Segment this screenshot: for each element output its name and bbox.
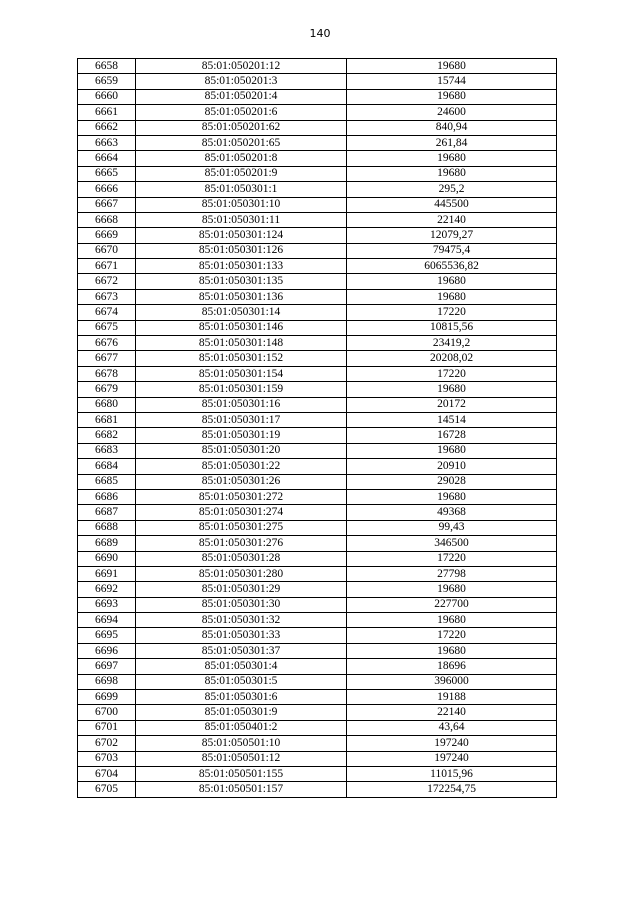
cadastral-number-cell: 85:01:050301:135	[136, 274, 347, 289]
table-body	[78, 59, 557, 798]
value-cell: 19680	[347, 443, 557, 458]
table-row	[78, 336, 557, 351]
row-number-cell: 6666	[78, 182, 136, 197]
cadastral-number-cell: 85:01:050301:16	[136, 397, 347, 412]
row-number-cell: 6685	[78, 474, 136, 489]
cadastral-number-cell: 85:01:050301:10	[136, 197, 347, 212]
table-row	[78, 566, 557, 581]
table-row	[78, 674, 557, 689]
value-cell: 6065536,82	[347, 259, 557, 274]
value-cell: 19680	[347, 59, 557, 74]
value-cell: 19680	[347, 274, 557, 289]
table-row	[78, 366, 557, 381]
row-number-cell: 6658	[78, 59, 136, 74]
row-number-cell: 6704	[78, 766, 136, 781]
table-row	[78, 597, 557, 612]
cadastral-number-cell: 85:01:050301:11	[136, 212, 347, 227]
row-number-cell: 6698	[78, 674, 136, 689]
table-row	[78, 428, 557, 443]
table-row	[78, 259, 557, 274]
cadastral-number-cell: 85:01:050301:275	[136, 520, 347, 535]
table-row	[78, 520, 557, 535]
row-number-cell: 6702	[78, 736, 136, 751]
cadastral-number-cell: 85:01:050301:26	[136, 474, 347, 489]
row-number-cell: 6700	[78, 705, 136, 720]
value-cell: 19680	[347, 643, 557, 658]
cadastral-number-cell: 85:01:050201:4	[136, 89, 347, 104]
table-row	[78, 474, 557, 489]
row-number-cell: 6690	[78, 551, 136, 566]
cadastral-number-cell: 85:01:050301:276	[136, 536, 347, 551]
table-row	[78, 243, 557, 258]
cadastral-number-cell: 85:01:050301:274	[136, 505, 347, 520]
cadastral-number-cell: 85:01:050301:32	[136, 613, 347, 628]
value-cell: 19680	[347, 613, 557, 628]
cadastral-number-cell: 85:01:050501:157	[136, 782, 347, 797]
value-cell: 17220	[347, 366, 557, 381]
row-number-cell: 6696	[78, 643, 136, 658]
table-row	[78, 151, 557, 166]
row-number-cell: 6679	[78, 382, 136, 397]
row-number-cell: 6691	[78, 566, 136, 581]
table-row	[78, 320, 557, 335]
table-row	[78, 720, 557, 735]
table-row	[78, 443, 557, 458]
row-number-cell: 6669	[78, 228, 136, 243]
table-row	[78, 766, 557, 781]
cadastral-number-cell: 85:01:050301:37	[136, 643, 347, 658]
value-cell: 22140	[347, 212, 557, 227]
table-row	[78, 551, 557, 566]
value-cell: 197240	[347, 736, 557, 751]
row-number-cell: 6682	[78, 428, 136, 443]
cadastral-number-cell: 85:01:050301:152	[136, 351, 347, 366]
cadastral-number-cell: 85:01:050301:1	[136, 182, 347, 197]
table-row	[78, 59, 557, 74]
cadastral-number-cell: 85:01:050301:22	[136, 459, 347, 474]
value-cell: 227700	[347, 597, 557, 612]
cadastral-number-cell: 85:01:050301:33	[136, 628, 347, 643]
row-number-cell: 6661	[78, 105, 136, 120]
cadastral-number-cell: 85:01:050501:10	[136, 736, 347, 751]
table-row	[78, 274, 557, 289]
row-number-cell: 6660	[78, 89, 136, 104]
row-number-cell: 6692	[78, 582, 136, 597]
row-number-cell: 6705	[78, 782, 136, 797]
cadastral-number-cell: 85:01:050301:124	[136, 228, 347, 243]
row-number-cell: 6678	[78, 366, 136, 381]
value-cell: 295,2	[347, 182, 557, 197]
value-cell: 396000	[347, 674, 557, 689]
value-cell: 346500	[347, 536, 557, 551]
table-row	[78, 628, 557, 643]
cadastral-number-cell: 85:01:050301:6	[136, 690, 347, 705]
cadastral-number-cell: 85:01:050301:5	[136, 674, 347, 689]
value-cell: 19680	[347, 582, 557, 597]
table-row	[78, 351, 557, 366]
table-row	[78, 705, 557, 720]
value-cell: 99,43	[347, 520, 557, 535]
value-cell: 27798	[347, 566, 557, 581]
row-number-cell: 6680	[78, 397, 136, 412]
row-number-cell: 6695	[78, 628, 136, 643]
row-number-cell: 6694	[78, 613, 136, 628]
cadastral-number-cell: 85:01:050201:65	[136, 135, 347, 150]
cadastral-number-cell: 85:01:050201:6	[136, 105, 347, 120]
value-cell: 840,94	[347, 120, 557, 135]
value-cell: 43,64	[347, 720, 557, 735]
table-row	[78, 782, 557, 797]
value-cell: 14514	[347, 412, 557, 427]
cadastral-number-cell: 85:01:050401:2	[136, 720, 347, 735]
table-row	[78, 228, 557, 243]
table-row	[78, 690, 557, 705]
table-row	[78, 736, 557, 751]
cadastral-number-cell: 85:01:050301:28	[136, 551, 347, 566]
table-row	[78, 412, 557, 427]
value-cell: 23419,2	[347, 336, 557, 351]
row-number-cell: 6684	[78, 459, 136, 474]
table-row	[78, 289, 557, 304]
value-cell: 445500	[347, 197, 557, 212]
cadastral-number-cell: 85:01:050301:272	[136, 489, 347, 504]
row-number-cell: 6674	[78, 305, 136, 320]
row-number-cell: 6675	[78, 320, 136, 335]
cadastral-number-cell: 85:01:050301:19	[136, 428, 347, 443]
cadastral-number-cell: 85:01:050201:3	[136, 74, 347, 89]
row-number-cell: 6671	[78, 259, 136, 274]
value-cell: 10815,56	[347, 320, 557, 335]
cadastral-number-cell: 85:01:050201:8	[136, 151, 347, 166]
table-row	[78, 397, 557, 412]
row-number-cell: 6683	[78, 443, 136, 458]
table-row	[78, 135, 557, 150]
row-number-cell: 6693	[78, 597, 136, 612]
row-number-cell: 6662	[78, 120, 136, 135]
row-number-cell: 6697	[78, 659, 136, 674]
value-cell: 172254,75	[347, 782, 557, 797]
value-cell: 17220	[347, 551, 557, 566]
page-number: 140	[309, 27, 331, 40]
cadastral-number-cell: 85:01:050501:12	[136, 751, 347, 766]
row-number-cell: 6703	[78, 751, 136, 766]
cadastral-number-cell: 85:01:050301:146	[136, 320, 347, 335]
cadastral-number-cell: 85:01:050301:280	[136, 566, 347, 581]
cadastral-number-cell: 85:01:050301:133	[136, 259, 347, 274]
value-cell: 16728	[347, 428, 557, 443]
value-cell: 19680	[347, 166, 557, 181]
cadastral-number-cell: 85:01:050501:155	[136, 766, 347, 781]
cadastral-number-cell: 85:01:050201:62	[136, 120, 347, 135]
table-row	[78, 536, 557, 551]
table-row	[78, 643, 557, 658]
row-number-cell: 6665	[78, 166, 136, 181]
cadastral-number-cell: 85:01:050301:20	[136, 443, 347, 458]
table-row	[78, 489, 557, 504]
table-row	[78, 382, 557, 397]
table-row	[78, 613, 557, 628]
table-row	[78, 105, 557, 120]
value-cell: 29028	[347, 474, 557, 489]
value-cell: 12079,27	[347, 228, 557, 243]
cadastral-number-cell: 85:01:050301:126	[136, 243, 347, 258]
table-row	[78, 74, 557, 89]
cadastral-number-cell: 85:01:050301:136	[136, 289, 347, 304]
table-row	[78, 89, 557, 104]
table-row	[78, 182, 557, 197]
table-row	[78, 751, 557, 766]
row-number-cell: 6689	[78, 536, 136, 551]
value-cell: 49368	[347, 505, 557, 520]
table-row	[78, 659, 557, 674]
row-number-cell: 6670	[78, 243, 136, 258]
row-number-cell: 6667	[78, 197, 136, 212]
value-cell: 19680	[347, 382, 557, 397]
cadastral-number-cell: 85:01:050201:9	[136, 166, 347, 181]
cadastral-number-cell: 85:01:050301:9	[136, 705, 347, 720]
value-cell: 20910	[347, 459, 557, 474]
value-cell: 15744	[347, 74, 557, 89]
value-cell: 19680	[347, 151, 557, 166]
table-row	[78, 582, 557, 597]
row-number-cell: 6681	[78, 412, 136, 427]
table-row	[78, 459, 557, 474]
row-number-cell: 6688	[78, 520, 136, 535]
row-number-cell: 6687	[78, 505, 136, 520]
row-number-cell: 6676	[78, 336, 136, 351]
row-number-cell: 6672	[78, 274, 136, 289]
table-row	[78, 120, 557, 135]
row-number-cell: 6699	[78, 690, 136, 705]
value-cell: 17220	[347, 305, 557, 320]
table-row	[78, 212, 557, 227]
cadastral-number-cell: 85:01:050201:12	[136, 59, 347, 74]
row-number-cell: 6677	[78, 351, 136, 366]
value-cell: 17220	[347, 628, 557, 643]
row-number-cell: 6663	[78, 135, 136, 150]
value-cell: 261,84	[347, 135, 557, 150]
table-row	[78, 166, 557, 181]
row-number-cell: 6664	[78, 151, 136, 166]
table-row	[78, 197, 557, 212]
value-cell: 19680	[347, 489, 557, 504]
value-cell: 19188	[347, 690, 557, 705]
table-row	[78, 305, 557, 320]
value-cell: 20208,02	[347, 351, 557, 366]
value-cell: 20172	[347, 397, 557, 412]
row-number-cell: 6686	[78, 489, 136, 504]
value-cell: 19680	[347, 89, 557, 104]
value-cell: 24600	[347, 105, 557, 120]
cadastral-number-cell: 85:01:050301:159	[136, 382, 347, 397]
cadastral-number-cell: 85:01:050301:17	[136, 412, 347, 427]
row-number-cell: 6673	[78, 289, 136, 304]
cadastral-number-cell: 85:01:050301:14	[136, 305, 347, 320]
cadastral-number-cell: 85:01:050301:4	[136, 659, 347, 674]
value-cell: 79475,4	[347, 243, 557, 258]
cadastral-value-table	[77, 58, 557, 798]
value-cell: 22140	[347, 705, 557, 720]
row-number-cell: 6701	[78, 720, 136, 735]
row-number-cell: 6668	[78, 212, 136, 227]
value-cell: 197240	[347, 751, 557, 766]
row-number-cell: 6659	[78, 74, 136, 89]
value-cell: 19680	[347, 289, 557, 304]
value-cell: 11015,96	[347, 766, 557, 781]
cadastral-number-cell: 85:01:050301:148	[136, 336, 347, 351]
value-cell: 18696	[347, 659, 557, 674]
cadastral-number-cell: 85:01:050301:154	[136, 366, 347, 381]
cadastral-number-cell: 85:01:050301:29	[136, 582, 347, 597]
cadastral-number-cell: 85:01:050301:30	[136, 597, 347, 612]
table-row	[78, 505, 557, 520]
